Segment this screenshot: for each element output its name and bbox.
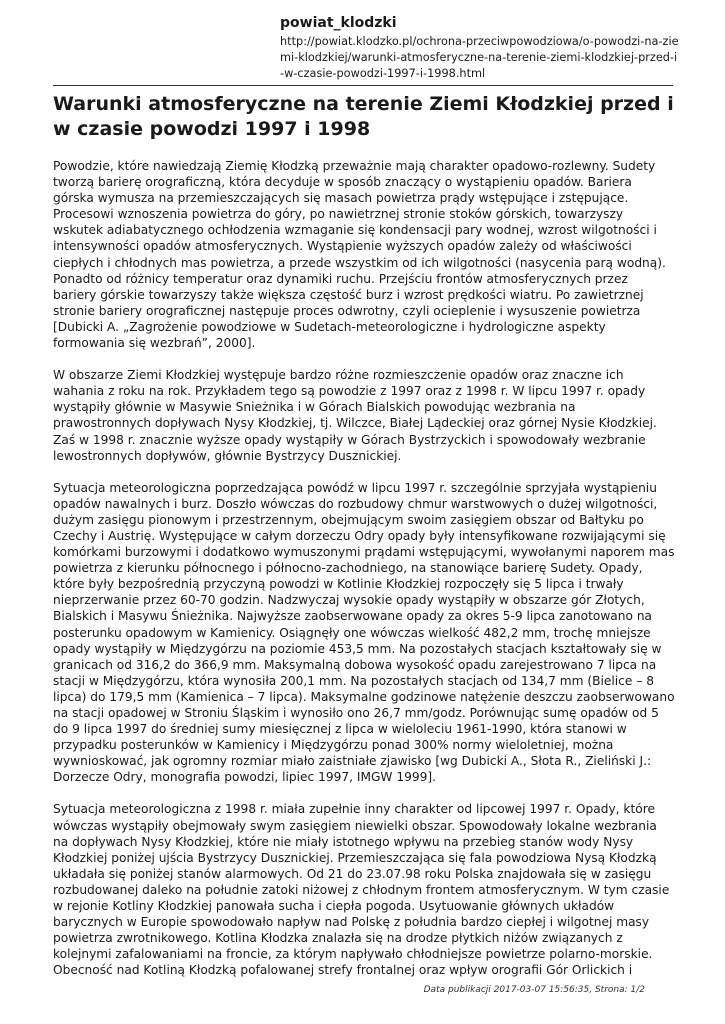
paragraph-1: Powodzie, które nawiedzają Ziemię Kłodzką przeważnie mają charakter opadowo-rozlewny. Sudety tworzą barierę orograficzną, która decyduje w sposób znaczący o wystąpieniu opadów. Bariera górska wymusza na przemieszczających się masach powietrza prądy wstępujące i zstępujące. Procesowi wznoszenia powietrza do góry, po nawietrznej stronie stoków górskich, towarzyszy wskutek adiabatycznego ochłodzenia wzmaganie się kondensacji pary wodnej, wzrost wilgotności i intensywności opadów atmosferycznych. Wystąpienie wyższych opadów zależy od właściwości ciepłych i chłodnych mas powietrza, a przede wszystkim od ich wilgotności (nasycenia parą wodną). Ponadto od różnicy temperatur oraz dynamiki ruchu. Przejściu frontów atmosferycznych przez bariery górskie towarzyszy także większa częstość burz i wzrost prędkości wiatru. Po zawietrznej stronie bariery orograficznej następuje proces odwrotny, czyli ocieplenie i wysuszenie powietrza [Dubicki A. „Zagrożenie powodziowe w Sudetach-meteorologiczne i hydrologiczne aspekty formowania się wezbrań”, 2000]. bbox=[53, 159, 666, 351]
article-body bbox=[53, 92, 675, 995]
publication-footer: Data publikacji 2017-03-07 15:56:35, Strona: 1/2 bbox=[423, 985, 645, 995]
paragraph-4: Sytuacja meteorologiczna z 1998 r. miała zupełnie inny charakter od lipcowej 1997 r. Opady, które wówczas wystąpiły obejmowały swym zasięgiem niewielki obszar. Spowodowały lokalne wezbrania na dopływach Nysy Kłodzkiej, które nie miały istotnego wpływu na przebieg stanów wody Nysy Kłodzkiej poniżej ujścia Bystrzycy Dusznickiej. Przemieszczająca się fala powodziowa Nysą Kłodzką układała się poniżej stanów alarmowych. Od 21 do 23.07.98 roku Polska znajdowała się w zasięgu rozbudowanej daleko na południe zatoki niżowej z chłodnym frontem atmosferycznym. W tym czasie w rejonie Kotliny Kłodzkiej panowała sucha i ciepła pogoda. Usytuowanie głównych układów barycznych w Europie spowodowało napływ nad Polskę z południa bardzo ciepłej i wilgotnej masy powietrza zwrotnikowego. Kotlina Kłodzka znalazła się na drodze płytkich niżów związanych z kolejnymi zafalowaniami na froncie, za którym napływało chłodniejsze powietrze polarno-morskie. Obecność nad Kotliną Kłodzką pofalowanej strefy frontalnej oraz wpływ orografii Gór Orlickich i bbox=[53, 802, 670, 978]
source-url: http://powiat.klodzko.pl/ochrona-przeciwpowodziowa/o-powodzi-na-ziemi-klodzkiej/warunki-atmosferyczne-na-terenie-ziemi-klodzkiej-przed-i-w-czasie-powodzi-1997-i-1998.html bbox=[280, 35, 679, 80]
document-header bbox=[280, 14, 680, 82]
header-divider bbox=[53, 85, 673, 86]
site-name: powiat_klodzki bbox=[280, 15, 397, 31]
paragraph-3: Sytuacja meteorologiczna poprzedzająca powódź w lipcu 1997 r. szczególnie sprzyjała wystąpieniu opadów nawalnych i burz. Doszło wówczas do rozbudowy chmur warstwowych o dużej wilgotności, dużym zasięgu pionowym i przestrzennym, obejmującym swoim zasięgiem obszar od Bałtyku po Czechy i Austrię. Występujące w całym dorzeczu Odry opady były intensyfikowane rozwijającymi się komórkami burzowymi i dodatkowo wymuszonymi prądami wstępującymi, wywołanymi naporem mas powietrza z kierunku północnego i północno-zachodniego, na stanowiące barierę Sudety. Opady, które były bezpośrednią przyczyną powodzi w Kotlinie Kłodzkiej rozpoczęły się 5 lipca i trwały nieprzerwanie przez 60-70 godzin. Nadzwyczaj wysokie opady wystąpiły w obszarze gór Złotych, Bialskich i Masywu Śnieżnika. Najwyższe zaobserwowane opady za okres 5-9 lipca zanotowano na posterunku opadowym w Kamienicy. Osiągnęły one wówczas wielkość 482,2 mm, trochę mniejsze opady wystąpiły w Międzygórzu na poziomie 453,5 mm. Na pozostałych stacjach kształtowały się w granicach od 316,2 do 366,9 mm. Maksymalną dobowa wysokość opadu zarejestrowano 7 lipca na stacji w Międzygórzu, która wynosiła 200,1 mm. Na pozostałych stacjach od 134,7 mm (Bielice – 8 lipca) do 179,5 mm (Kamienica – 7 lipca). Maksymalne godzinowe natężenie deszczu zaobserwowano na stacji opadowej w Stroniu Śląskim i wynosiło ono 26,7 mm/godz. Porównując sumę opadów od 5 do 9 lipca 1997 do średniej sumy miesięcznej z lipca w wieloleciu 1961-1990, która stanowi w przypadku posterunków w Kamienicy i Międzygórzu ponad 300% normy wieloletniej, można wywnioskować, jak ogromny rozmiar miało zaistniałe zjawisko [wg Dubicki A., Słota R., Zieliński J.: Dorzecze Odry, monografia powodzi, lipiec 1997, IMGW 1999]. bbox=[53, 480, 675, 785]
paragraph-2: W obszarze Ziemi Kłodzkiej występuje bardzo różne rozmieszczenie opadów oraz znaczne ich wahania z roku na rok. Przykładem tego są powodzie z 1997 oraz z 1998 r. W lipcu 1997 r. opady wystąpiły głównie w Masywie Snieżnika i w Górach Bialskich powodując wezbrania na prawostronnych dopływach Nysy Kłodzkiej, tj. Wilczce, Białej Lądeckiej oraz górnej Nysie Kłodzkiej. Zaś w 1998 r. znacznie wyższe opady wystąpiły w Górach Bystrzyckich i spowodowały wezbranie lewostronnych dopływów, głównie Bystrzycy Dusznickiej. bbox=[53, 368, 657, 463]
page-title: Warunki atmosferyczne na terenie Ziemi Kłodzkiej przed i w czasie powodzi 1997 i 1998 bbox=[53, 93, 674, 140]
